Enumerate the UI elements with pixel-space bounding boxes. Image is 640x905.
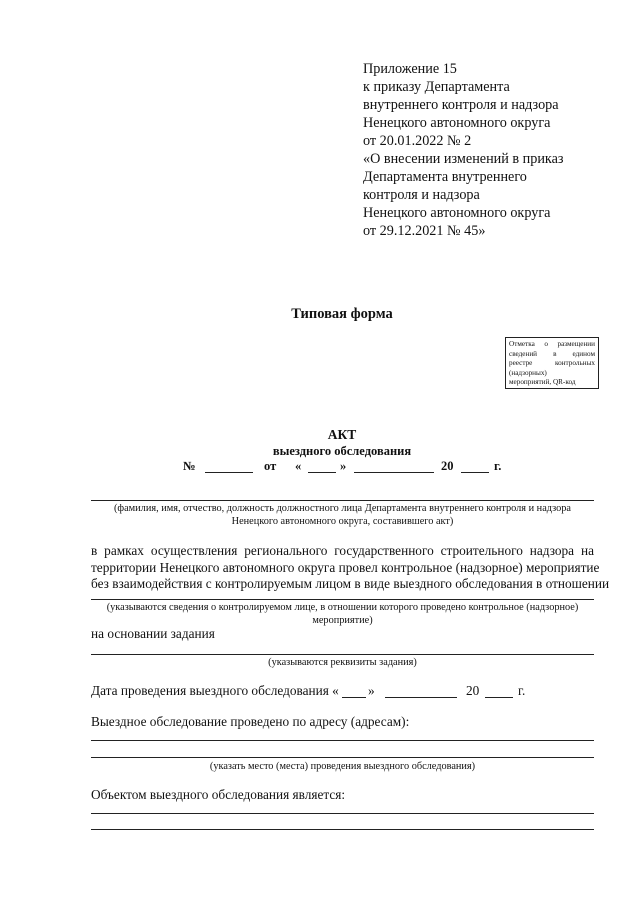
object-label: Объектом выездного обследования является: bbox=[91, 787, 346, 802]
appendix-block bbox=[363, 60, 623, 240]
act-subtitle: выездного обследования bbox=[272, 444, 412, 458]
object-field-line[interactable] bbox=[91, 813, 594, 814]
appendix-line: от 29.12.2021 № 45» bbox=[363, 223, 486, 239]
caption-line: Ненецкого автономного округа, составившего акт) bbox=[231, 516, 454, 527]
appendix-line: Департамента внутреннего bbox=[363, 169, 527, 185]
inspection-year-suffix: г. bbox=[518, 683, 526, 698]
act-month-field[interactable] bbox=[354, 472, 434, 473]
inspection-date-label: Дата проведения выездного обследования « bbox=[91, 683, 339, 698]
qr-box-line: мероприятий, QR-код bbox=[509, 378, 576, 386]
caption-line: мероприятие) bbox=[312, 615, 373, 626]
basis-label: на основании задания bbox=[91, 626, 215, 641]
appendix-line: Ненецкого автономного округа bbox=[363, 205, 551, 221]
qr-box-line: Отметка о размещении bbox=[509, 340, 595, 348]
act-day-field[interactable] bbox=[308, 472, 336, 473]
act-quote-close: » bbox=[340, 459, 347, 473]
object-field-line[interactable] bbox=[91, 829, 594, 830]
qr-box-line: (надзорных) bbox=[509, 368, 547, 377]
act-year-field[interactable] bbox=[461, 472, 489, 473]
act-number-field[interactable] bbox=[205, 472, 253, 473]
inspector-caption bbox=[91, 502, 594, 528]
inspection-year-prefix: 20 bbox=[466, 683, 480, 698]
address-label: Выездное обследование проведено по адресу (адресам): bbox=[91, 714, 410, 729]
qr-box-line: реестре контрольных bbox=[509, 359, 595, 367]
qr-code-box bbox=[505, 337, 599, 389]
act-title: АКТ bbox=[327, 427, 357, 442]
controlled-caption bbox=[91, 601, 594, 627]
form-title: Типовая форма bbox=[291, 306, 393, 322]
act-year-suffix: г. bbox=[494, 459, 502, 473]
caption-line: (указываются сведения о контролируемом лице, в отношении которого проведено контрольное (надзорное) bbox=[106, 602, 579, 613]
appendix-line: Ненецкого автономного округа bbox=[363, 115, 551, 131]
inspection-quote-close: » bbox=[368, 683, 375, 698]
paragraph-line: без взаимодействия с контролируемым лицом в виде выездного обследования в отношении bbox=[91, 576, 610, 592]
caption-line: (фамилия, имя, отчество, должность должностного лица Департамента внутреннего контроля и надзора bbox=[113, 503, 572, 514]
inspection-day-field[interactable] bbox=[342, 697, 366, 698]
qr-box-line: сведений в едином bbox=[509, 349, 595, 358]
act-date-from-label: от bbox=[264, 459, 277, 473]
appendix-line: к приказу Департамента bbox=[363, 79, 510, 95]
appendix-line: контроля и надзора bbox=[363, 187, 480, 203]
task-field[interactable] bbox=[91, 654, 594, 655]
appendix-line: от 20.01.2022 № 2 bbox=[363, 133, 472, 149]
address-field-line[interactable] bbox=[91, 757, 594, 758]
paragraph-line: в рамках осуществления регионального государственного строительного надзора на bbox=[91, 543, 594, 558]
controlled-person-field[interactable] bbox=[91, 599, 594, 600]
act-quote-open: « bbox=[295, 459, 302, 473]
appendix-line: «О внесении изменений в приказ bbox=[363, 151, 564, 167]
task-caption: (указываются реквизиты задания) bbox=[268, 657, 417, 668]
main-paragraph bbox=[91, 543, 610, 593]
inspection-year-field[interactable] bbox=[485, 697, 513, 698]
inspector-field[interactable] bbox=[91, 500, 594, 501]
paragraph-line: территории Ненецкого автономного округа провел контрольное (надзорное) мероприятие bbox=[91, 559, 600, 575]
appendix-line: внутреннего контроля и надзора bbox=[363, 97, 559, 113]
inspection-month-field[interactable] bbox=[385, 697, 457, 698]
address-caption: (указать место (места) проведения выездного обследования) bbox=[209, 761, 476, 772]
address-field-line[interactable] bbox=[91, 740, 594, 741]
act-number-label: № bbox=[183, 459, 196, 473]
appendix-line: Приложение 15 bbox=[363, 61, 457, 77]
act-year-prefix: 20 bbox=[441, 459, 454, 473]
